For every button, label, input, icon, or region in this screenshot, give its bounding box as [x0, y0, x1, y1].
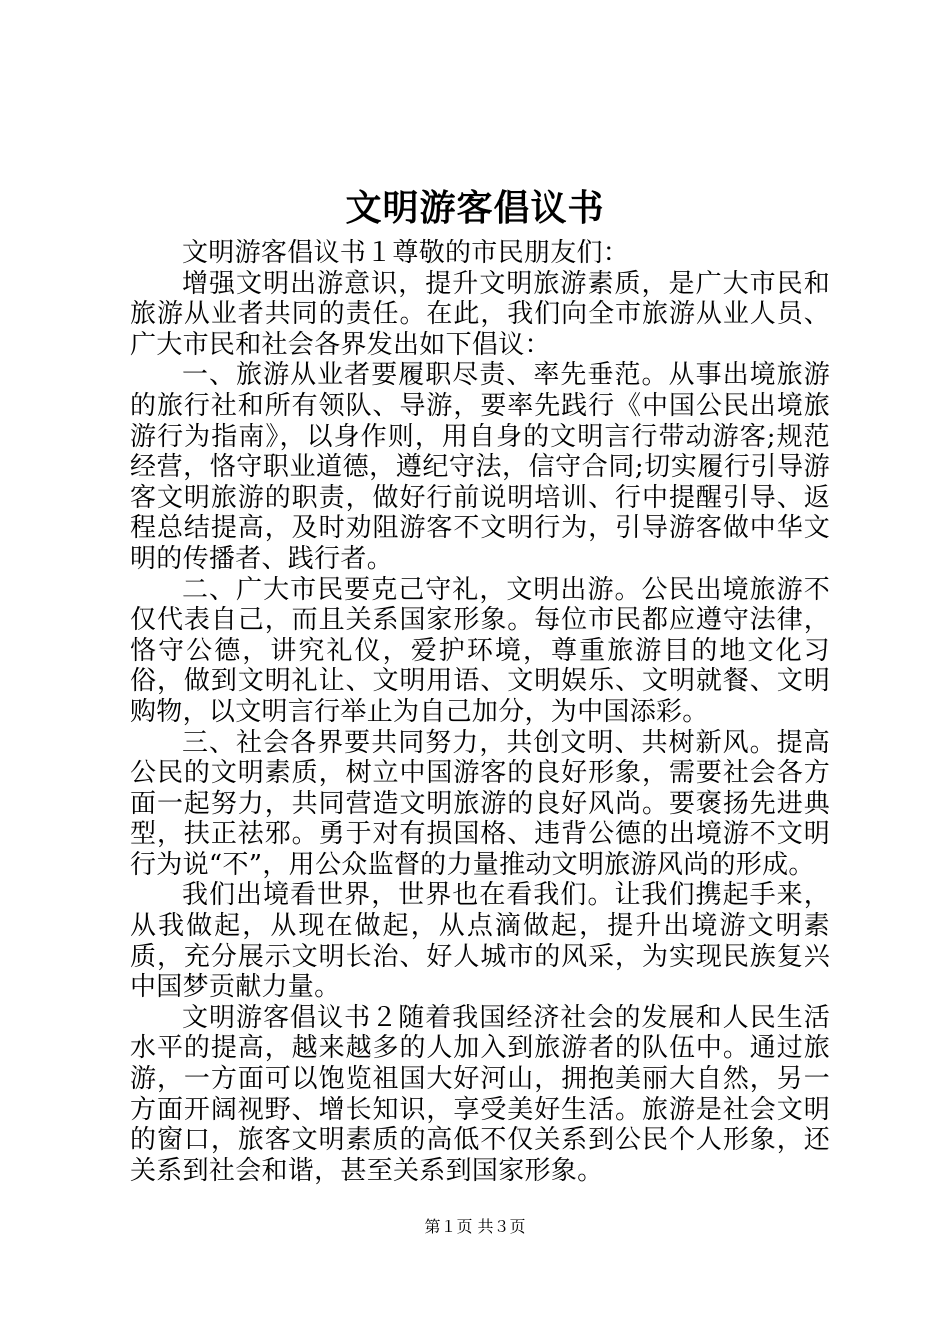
paragraph-point-2: 二、广大市民要克己守礼，文明出游。公民出境旅游不仅代表自己，而且关系国家形象。每位市民都应遵守法律，恪守公德，讲究礼仪，爱护环境，尊重旅游目的地文化习俗，做到文明礼让、文明用语、文明娱乐、文明就餐、文明购物，以文明言行举止为自己加分，为中国添彩。 [130, 574, 830, 727]
document-title: 文明游客倡议书 [345, 187, 605, 229]
paragraph-intro: 增强文明出游意识，提升文明旅游素质，是广大市民和旅游从业者共同的责任。在此，我们向全市旅游从业人员、广大市民和社会各界发出如下倡议： [130, 268, 830, 360]
paragraph-point-1: 一、旅游从业者要履职尽责、率先垂范。从事出境旅游的旅行社和所有领队、导游，要率先践行《中国公民出境旅游行为指南》，以身作则，用自身的文明言行带动游客;规范经营，恪守职业道德，遵纪守法，信守合同;切实履行引导游客文明旅游的职责，做好行前说明培训、行中提醒引导、返程总结提高，及时劝阻游客不文明行为，引导游客做中华文明的传播者、践行者。 [130, 360, 830, 574]
paragraph-letter-2: 文明游客倡议书２随着我国经济社会的发展和人民生活水平的提高，越来越多的人加入到旅游者的队伍中。通过旅游，一方面可以饱览祖国大好河山，拥抱美丽大自然，另一方面开阔视野、增长知识，享受美好生活。旅游是社会文明的窗口，旅客文明素质的高低不仅关系到公民个人形象，还关系到社会和谐，甚至关系到国家形象。 [130, 1002, 830, 1186]
paragraph-salutation: 文明游客倡议书１尊敬的市民朋友们： [182, 238, 630, 268]
page-number-footer: 第１页 共３页 [424, 1217, 526, 1236]
paragraph-closing: 我们出境看世界，世界也在看我们。让我们携起手来，从我做起，从现在做起，从点滴做起，提升出境游文明素质，充分展示文明长治、好人城市的风采，为实现民族复兴中国梦贡献力量。 [130, 880, 830, 1003]
document-body [130, 238, 830, 1186]
paragraph-point-3: 三、社会各界要共同努力，共创文明、共树新风。提高公民的文明素质，树立中国游客的良好形象，需要社会各方面一起努力，共同营造文明旅游的良好风尚。要褒扬先进典型，扶正祛邪。勇于对有损国格、违背公德的出境游不文明行为说“不”，用公众监督的力量推动文明旅游风尚的形成。 [130, 727, 830, 880]
